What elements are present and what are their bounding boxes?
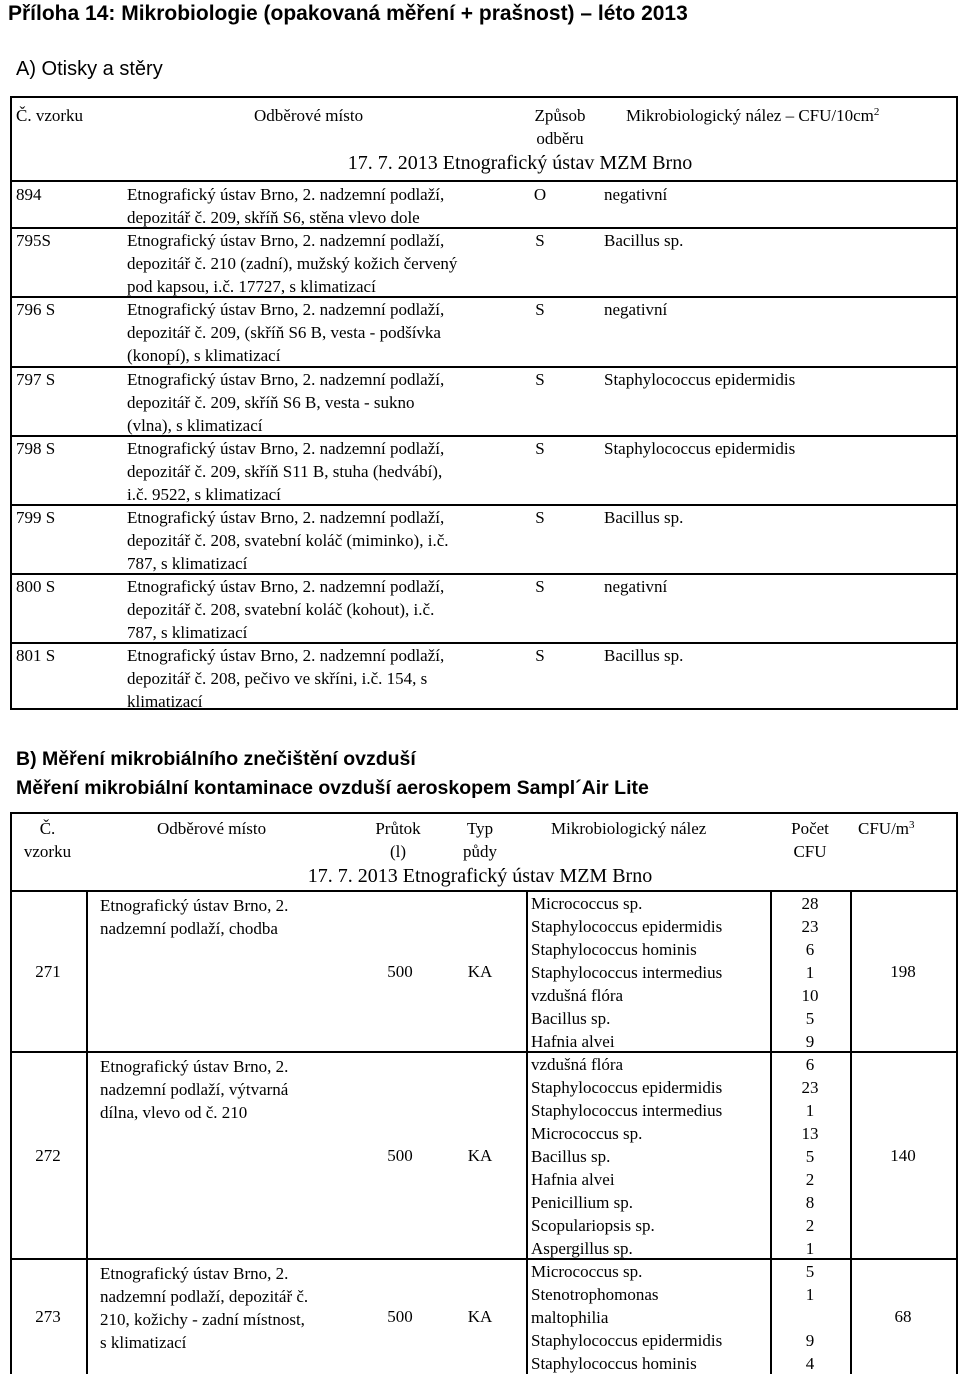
sampling-method: S [535, 508, 545, 527]
finding-line: Staphylococcus epidermidis [531, 1331, 723, 1350]
finding-line: Aspergillus sp. [531, 1239, 633, 1258]
site-line: nadzemní podlaží, výtvarná [100, 1080, 289, 1099]
finding-line: Staphylococcus hominis [531, 940, 697, 959]
counts-list [770, 1260, 850, 1374]
finding: Bacillus sp. [604, 231, 684, 250]
table-a-header-method-2: odběru [536, 129, 584, 148]
sample-id: 799 S [16, 508, 56, 527]
table-b-right-border [956, 812, 958, 1374]
sampling-site [127, 229, 457, 298]
sampling-site [127, 298, 444, 367]
table-a-right-border [956, 96, 958, 709]
sampling-site [127, 575, 444, 644]
count-value: 6 [805, 1055, 815, 1074]
site-line: nadzemní podlaží, chodba [100, 919, 278, 938]
count-value: 9 [805, 1032, 815, 1051]
count-value: 23 [801, 917, 819, 936]
sampling-site [127, 368, 444, 437]
table-b-header-count-2: CFU [793, 842, 827, 861]
cfu-per-m3: 68 [894, 1307, 912, 1326]
counts-list [770, 1053, 850, 1260]
table-b-top-border [10, 812, 958, 814]
table-b-header-media: Typ [466, 819, 494, 838]
finding: negativní [604, 300, 668, 319]
site-line: Etnografický ústav Brno, 2. nadzemní podlaží, [127, 370, 445, 389]
site-line: s klimatizací [100, 1333, 187, 1352]
site-line: depozitář č. 210 (zadní), mužský kožich červený [127, 254, 458, 273]
flow-volume: 500 [387, 961, 413, 981]
sample-id: 797 S [16, 370, 56, 389]
count-value: 1 [805, 1239, 815, 1258]
media-type: KA [467, 961, 493, 981]
flow-volume: 500 [387, 1307, 413, 1326]
site-line: 787, s klimatizací [127, 554, 248, 573]
count-value: 4 [805, 1354, 815, 1373]
cfu-per-m3: 140 [890, 1145, 916, 1165]
sample-id: 272 [35, 1145, 61, 1165]
finding-line: Hafnia alvei [531, 1170, 615, 1189]
finding-line: Penicillium sp. [531, 1193, 633, 1212]
table-b-header-flow: Průtok [375, 819, 421, 838]
sample-id: 796 S [16, 300, 56, 319]
finding-line: Staphylococcus epidermidis [531, 917, 723, 936]
count-value: 6 [805, 940, 815, 959]
finding-line: maltophilia [531, 1308, 609, 1327]
count-value: 5 [805, 1009, 815, 1028]
section-b-subheading: Měření mikrobiální kontaminace ovzduší aeroskopem Sampl´Air Lite [16, 777, 649, 799]
table-b-header-media-2: půdy [463, 842, 497, 861]
count-value: 1 [805, 1285, 815, 1304]
count-value: 23 [801, 1078, 819, 1097]
table-b-header-cfu-m3: CFU/$m^3$ [858, 819, 915, 838]
table-b-date-row: 17. 7. 2013 Etnografický ústav MZM Brno [307, 865, 653, 887]
sampling-site [100, 894, 288, 940]
sampling-site [127, 506, 449, 575]
sampling-method: S [535, 577, 545, 596]
finding-line: Staphylococcus intermedius [531, 963, 723, 982]
table-b-left-border [10, 812, 12, 1374]
table-a-date-row: 17. 7. 2013 Etnografický ústav MZM Brno [347, 152, 693, 174]
site-line: pod kapsou, i.č. 17727, s klimatizací [127, 277, 376, 296]
finding: negativní [604, 185, 668, 204]
site-line: Etnografický ústav Brno, 2. nadzemní podlaží, [127, 508, 445, 527]
site-line: depozitář č. 209, skříň S6, stěna vlevo dole [127, 208, 420, 227]
count-value: 5 [805, 1262, 815, 1281]
table-a-divider [10, 180, 958, 182]
table-a-header-site: Odběrové místo [254, 106, 364, 125]
count-value: 13 [801, 1124, 819, 1143]
sampling-site [100, 1055, 288, 1124]
sampling-method: S [535, 231, 545, 250]
finding-line: Staphylococcus hominis [531, 1354, 697, 1373]
finding-line: Bacillus sp. [531, 1147, 611, 1166]
table-b-header-count: Počet [791, 819, 829, 838]
sample-id: 798 S [16, 439, 56, 458]
table-b-header-site: Odběrové místo [157, 819, 267, 838]
finding-line: Stenotrophomonas [531, 1285, 659, 1304]
sample-id: 801 S [16, 646, 56, 665]
site-line: depozitář č. 208, svatební koláč (kohout), i.č. [127, 600, 435, 619]
finding-line: Staphylococcus epidermidis [531, 1078, 723, 1097]
column-divider [526, 890, 528, 1374]
finding-line: vzdušná flóra [531, 1055, 624, 1074]
sample-id: 795S [16, 231, 51, 250]
table-a-header-method: Způsob [534, 106, 586, 125]
site-line: Etnografický ústav Brno, 2. [100, 896, 289, 915]
site-line: (konopí), s klimatizací [127, 346, 281, 365]
table-a-header-sample: Č. vzorku [16, 106, 84, 125]
table-b-header-finding: Mikrobiologický nález [551, 819, 707, 838]
site-line: Etnografický ústav Brno, 2. nadzemní podlaží, [127, 439, 445, 458]
findings-list [531, 892, 722, 1053]
finding-line: Staphylococcus intermedius [531, 1101, 723, 1120]
site-line: Etnografický ústav Brno, 2. nadzemní podlaží, [127, 577, 445, 596]
site-line: Etnografický ústav Brno, 2. nadzemní podlaží, [127, 300, 445, 319]
site-line: depozitář č. 208, svatební koláč (miminko), i.č. [127, 531, 449, 550]
sampling-method: S [535, 370, 545, 389]
count-value: 10 [801, 986, 819, 1005]
site-line: Etnografický ústav Brno, 2. [100, 1264, 289, 1283]
count-value: 1 [805, 963, 815, 982]
finding-line: vzdušná flóra [531, 986, 624, 1005]
site-line: Etnografický ústav Brno, 2. nadzemní podlaží, [127, 185, 445, 204]
count-value: 5 [805, 1147, 815, 1166]
count-value: 1 [805, 1101, 815, 1120]
finding: negativní [604, 577, 668, 596]
finding: Bacillus sp. [604, 508, 684, 527]
findings-list [531, 1260, 722, 1374]
finding-line: Micrococcus sp. [531, 1124, 643, 1143]
finding: Bacillus sp. [604, 646, 684, 665]
finding-line: Micrococcus sp. [531, 1262, 643, 1281]
cfu-per-m3: 198 [890, 961, 916, 981]
sample-id: 273 [35, 1307, 61, 1326]
sampling-site [100, 1262, 308, 1354]
section-b-heading: B) Měření mikrobiálního znečištění ovzduší [16, 748, 416, 770]
site-line: (vlna), s klimatizací [127, 416, 263, 435]
sampling-site [127, 183, 444, 229]
site-line: 787, s klimatizací [127, 623, 248, 642]
table-a-header-finding: Mikrobiologický nález – CFU/$10cm^2$ [626, 106, 880, 125]
table-a-top-border [10, 96, 958, 98]
media-type: KA [467, 1307, 493, 1326]
page-title: Příloha 14: Mikrobiologie (opakovaná měření + prašnost) – léto 2013 [8, 2, 688, 25]
table-b-header-flow-2: (l) [389, 842, 407, 861]
finding: Staphylococcus epidermidis [604, 439, 796, 458]
sampling-method: S [535, 646, 545, 665]
sampling-site [127, 437, 444, 506]
sample-id: 894 [16, 185, 42, 204]
count-value: 2 [805, 1216, 815, 1235]
column-divider [86, 890, 88, 1374]
site-line: dílna, vlevo od č. 210 [100, 1103, 248, 1122]
sampling-method: O [533, 185, 547, 204]
site-line: Etnografický ústav Brno, 2. nadzemní podlaží, [127, 646, 445, 665]
finding-line: Micrococcus sp. [531, 894, 643, 913]
site-line: depozitář č. 209, skříň S6 B, vesta - sukno [127, 393, 415, 412]
findings-list [531, 1053, 722, 1260]
count-value [770, 1306, 850, 1329]
count-value: 8 [805, 1193, 815, 1212]
site-line: i.č. 9522, s klimatizací [127, 485, 281, 504]
count-value: 28 [801, 894, 819, 913]
site-line: depozitář č. 209, (skříň S6 B, vesta - podšívka [127, 323, 441, 342]
site-line: Etnografický ústav Brno, 2. [100, 1057, 289, 1076]
site-line: Etnografický ústav Brno, 2. nadzemní podlaží, [127, 231, 445, 250]
site-line: nadzemní podlaží, depozitář č. [100, 1287, 309, 1306]
count-value: 9 [805, 1331, 815, 1350]
sample-id: 800 S [16, 577, 56, 596]
section-a-heading: A) Otisky a stěry [16, 58, 163, 80]
count-value: 2 [805, 1170, 815, 1189]
finding-line: Bacillus sp. [531, 1009, 611, 1028]
finding: Staphylococcus epidermidis [604, 370, 796, 389]
sample-id: 271 [35, 961, 61, 981]
sampling-method: S [535, 300, 545, 319]
site-line: depozitář č. 209, skříň S11 B, stuha (hedvábí), [127, 462, 443, 481]
site-line: klimatizací [127, 692, 203, 711]
finding-line: Hafnia alvei [531, 1032, 615, 1051]
finding-line: Scopulariopsis sp. [531, 1216, 655, 1235]
table-a-left-border [10, 96, 12, 709]
sampling-method: S [535, 439, 545, 458]
site-line: depozitář č. 208, pečivo ve skříni, i.č. 154, s [127, 669, 428, 688]
site-line: 210, kožichy - zadní místnost, [100, 1310, 305, 1329]
flow-volume: 500 [387, 1145, 413, 1165]
sampling-site [127, 644, 444, 713]
counts-list [770, 892, 850, 1053]
table-b-header-sample: Č. [39, 819, 56, 838]
media-type: KA [467, 1145, 493, 1165]
table-b-header-sample-2: vzorku [23, 842, 72, 861]
